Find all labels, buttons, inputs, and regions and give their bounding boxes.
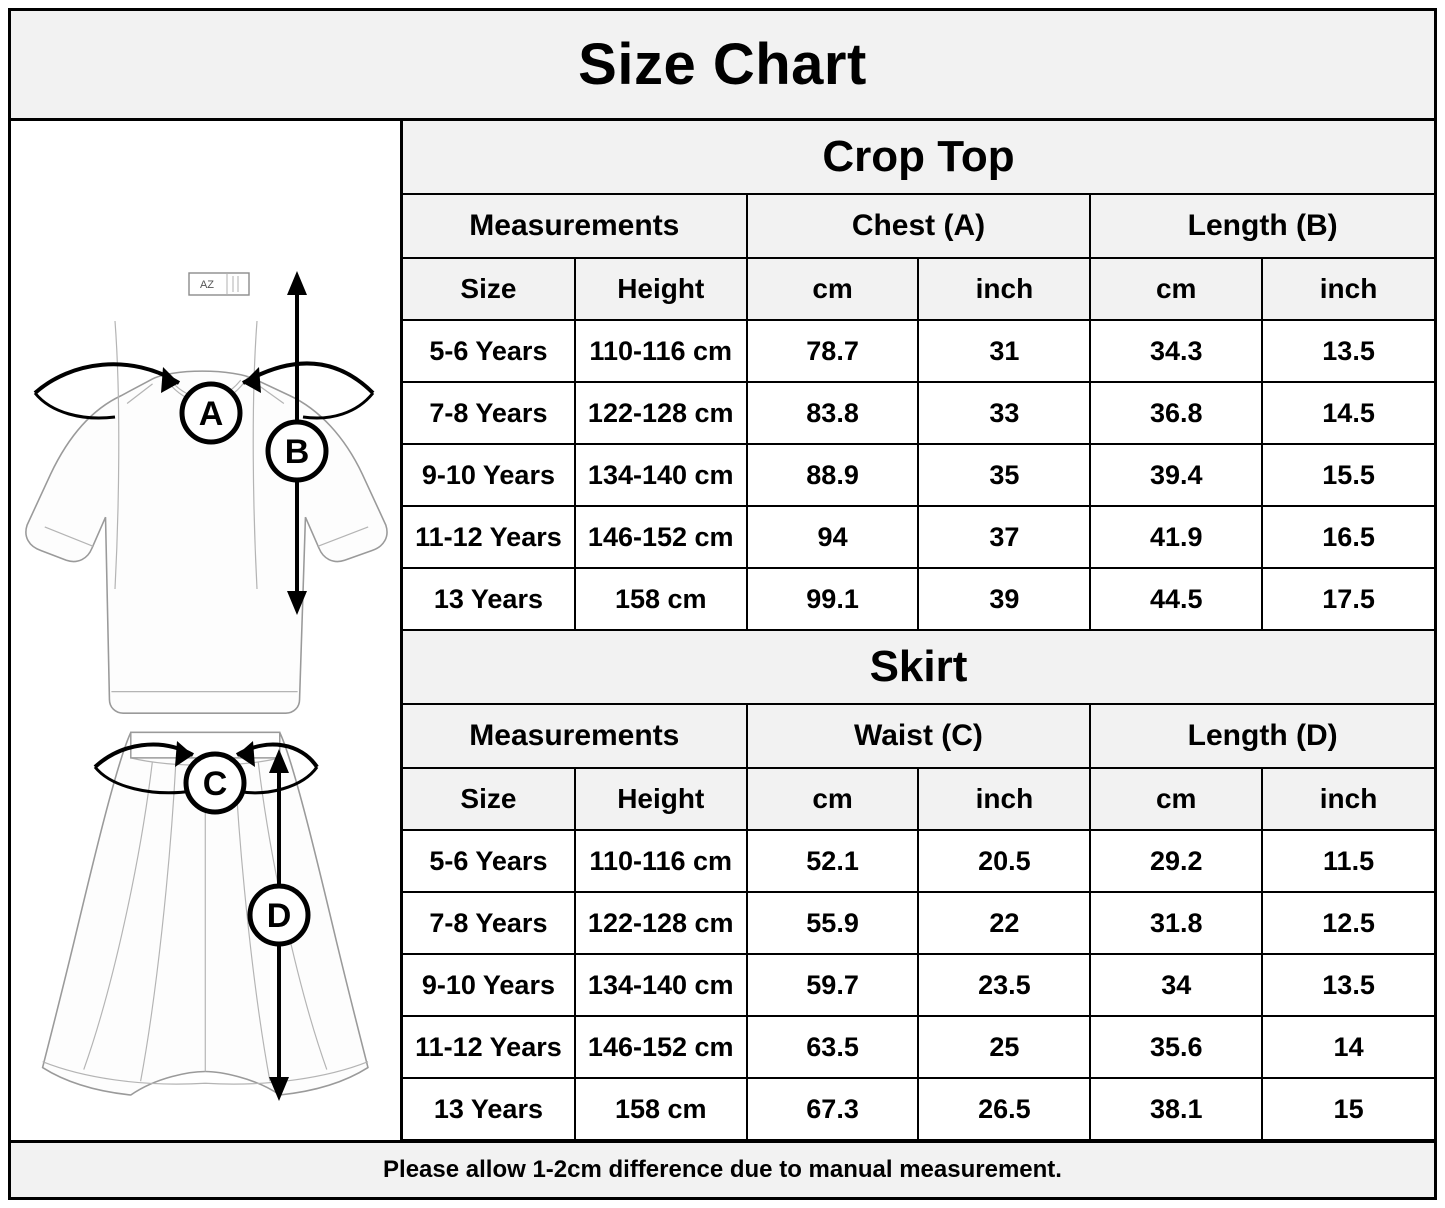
cell-length-inch: 11.5	[1262, 830, 1434, 892]
marker-a	[182, 384, 240, 442]
cell-length-cm: 39.4	[1090, 444, 1262, 506]
cell-length-cm: 36.8	[1090, 382, 1262, 444]
marker-b	[268, 422, 326, 480]
group-header-chest: Chest (A)	[747, 194, 1091, 258]
column-header-chest-inch: inch	[918, 258, 1090, 320]
marker-c	[186, 754, 244, 812]
column-header-size: Size	[403, 258, 575, 320]
cell-chest-cm: 78.7	[747, 320, 919, 382]
cell-size: 9-10 Years	[403, 444, 575, 506]
skirt-group-header-row	[403, 704, 1434, 768]
page-title: Size Chart	[578, 32, 867, 97]
cell-height: 146-152 cm	[575, 506, 747, 568]
cell-chest-cm: 83.8	[747, 382, 919, 444]
group-header-waist: Waist (C)	[747, 704, 1091, 768]
cell-chest-inch: 33	[918, 382, 1090, 444]
cell-size: 7-8 Years	[403, 892, 575, 954]
cell-length-cm: 44.5	[1090, 568, 1262, 630]
section-title-skirt: Skirt	[403, 631, 1434, 704]
section-title-crop-top: Crop Top	[403, 121, 1434, 194]
table-row	[403, 568, 1434, 630]
cell-length-cm: 35.6	[1090, 1016, 1262, 1078]
cell-waist-inch: 26.5	[918, 1078, 1090, 1140]
cell-size: 7-8 Years	[403, 382, 575, 444]
cell-length-inch: 13.5	[1262, 320, 1434, 382]
cell-waist-inch: 20.5	[918, 830, 1090, 892]
table-row	[403, 444, 1434, 506]
table-row	[403, 506, 1434, 568]
garment-diagram-svg	[11, 121, 400, 1143]
cell-waist-inch: 25	[918, 1016, 1090, 1078]
cell-length-cm: 41.9	[1090, 506, 1262, 568]
cell-size: 13 Years	[403, 568, 575, 630]
svg-text:A: A	[198, 395, 224, 433]
cell-waist-cm: 67.3	[747, 1078, 919, 1140]
column-header-size: Size	[403, 768, 575, 830]
cell-chest-inch: 31	[918, 320, 1090, 382]
cell-length-inch: 17.5	[1262, 568, 1434, 630]
cell-size: 11-12 Years	[403, 506, 575, 568]
crop-top-table-block	[403, 121, 1434, 631]
cell-height: 110-116 cm	[575, 830, 747, 892]
cell-chest-cm: 88.9	[747, 444, 919, 506]
column-header-height: Height	[575, 258, 747, 320]
cell-length-inch: 15	[1262, 1078, 1434, 1140]
skirt-section-header-row	[403, 631, 1434, 704]
column-header-length-cm: cm	[1090, 258, 1262, 320]
svg-text:C: C	[202, 765, 228, 803]
cell-waist-cm: 63.5	[747, 1016, 919, 1078]
svg-text:AZ: AZ	[199, 279, 215, 291]
footer-note-bar	[11, 1140, 1434, 1197]
table-row	[403, 954, 1434, 1016]
crop-top-illustration	[26, 273, 387, 713]
group-header-length: Length (D)	[1090, 704, 1434, 768]
cell-length-cm: 34.3	[1090, 320, 1262, 382]
cell-chest-cm: 99.1	[747, 568, 919, 630]
footer-note: Please allow 1-2cm difference due to manual measurement.	[383, 1156, 1062, 1183]
cell-waist-cm: 59.7	[747, 954, 919, 1016]
cell-height: 158 cm	[575, 1078, 747, 1140]
group-header-measurements: Measurements	[403, 194, 747, 258]
cell-chest-inch: 35	[918, 444, 1090, 506]
cell-length-inch: 14	[1262, 1016, 1434, 1078]
cell-height: 134-140 cm	[575, 954, 747, 1016]
cell-length-cm: 34	[1090, 954, 1262, 1016]
cell-height: 134-140 cm	[575, 444, 747, 506]
table-row	[403, 1016, 1434, 1078]
cell-height: 158 cm	[575, 568, 747, 630]
table-row	[403, 320, 1434, 382]
cell-height: 122-128 cm	[575, 382, 747, 444]
crop-top-group-header-row	[403, 194, 1434, 258]
cell-waist-inch: 22	[918, 892, 1090, 954]
cell-height: 146-152 cm	[575, 1016, 747, 1078]
cell-size: 13 Years	[403, 1078, 575, 1140]
table-row	[403, 1078, 1434, 1140]
column-header-height: Height	[575, 768, 747, 830]
cell-chest-inch: 39	[918, 568, 1090, 630]
cell-length-inch: 14.5	[1262, 382, 1434, 444]
cell-length-inch: 13.5	[1262, 954, 1434, 1016]
skirt-table-block	[403, 631, 1434, 1141]
cell-length-inch: 12.5	[1262, 892, 1434, 954]
table-row	[403, 830, 1434, 892]
column-header-waist-cm: cm	[747, 768, 919, 830]
column-header-chest-cm: cm	[747, 258, 919, 320]
column-header-length-inch: inch	[1262, 258, 1434, 320]
cell-size: 5-6 Years	[403, 830, 575, 892]
skirt-table	[403, 631, 1434, 1141]
brand-tag-icon	[189, 273, 249, 295]
cell-waist-cm: 52.1	[747, 830, 919, 892]
svg-text:B: B	[284, 433, 310, 471]
cell-length-inch: 16.5	[1262, 506, 1434, 568]
crop-top-table	[403, 121, 1434, 631]
column-header-length-cm: cm	[1090, 768, 1262, 830]
cell-waist-inch: 23.5	[918, 954, 1090, 1016]
cell-size: 5-6 Years	[403, 320, 575, 382]
skirt-column-header-row	[403, 768, 1434, 830]
table-row	[403, 382, 1434, 444]
cell-size: 9-10 Years	[403, 954, 575, 1016]
cell-height: 110-116 cm	[575, 320, 747, 382]
chart-title-bar	[11, 11, 1434, 121]
group-header-length: Length (B)	[1090, 194, 1434, 258]
cell-chest-inch: 37	[918, 506, 1090, 568]
crop-top-section-header-row	[403, 121, 1434, 194]
cell-height: 122-128 cm	[575, 892, 747, 954]
group-header-measurements: Measurements	[403, 704, 747, 768]
table-row	[403, 892, 1434, 954]
cell-size: 11-12 Years	[403, 1016, 575, 1078]
cell-waist-cm: 55.9	[747, 892, 919, 954]
cell-length-cm: 29.2	[1090, 830, 1262, 892]
cell-chest-cm: 94	[747, 506, 919, 568]
column-header-length-inch: inch	[1262, 768, 1434, 830]
chart-body	[11, 121, 1434, 1140]
cell-length-inch: 15.5	[1262, 444, 1434, 506]
cell-length-cm: 31.8	[1090, 892, 1262, 954]
marker-d	[250, 886, 308, 944]
svg-text:D: D	[266, 897, 292, 935]
cell-length-cm: 38.1	[1090, 1078, 1262, 1140]
garment-illustration-panel	[11, 121, 403, 1140]
crop-top-column-header-row	[403, 258, 1434, 320]
column-header-waist-inch: inch	[918, 768, 1090, 830]
size-chart-container	[8, 8, 1437, 1200]
size-tables	[403, 121, 1434, 1140]
